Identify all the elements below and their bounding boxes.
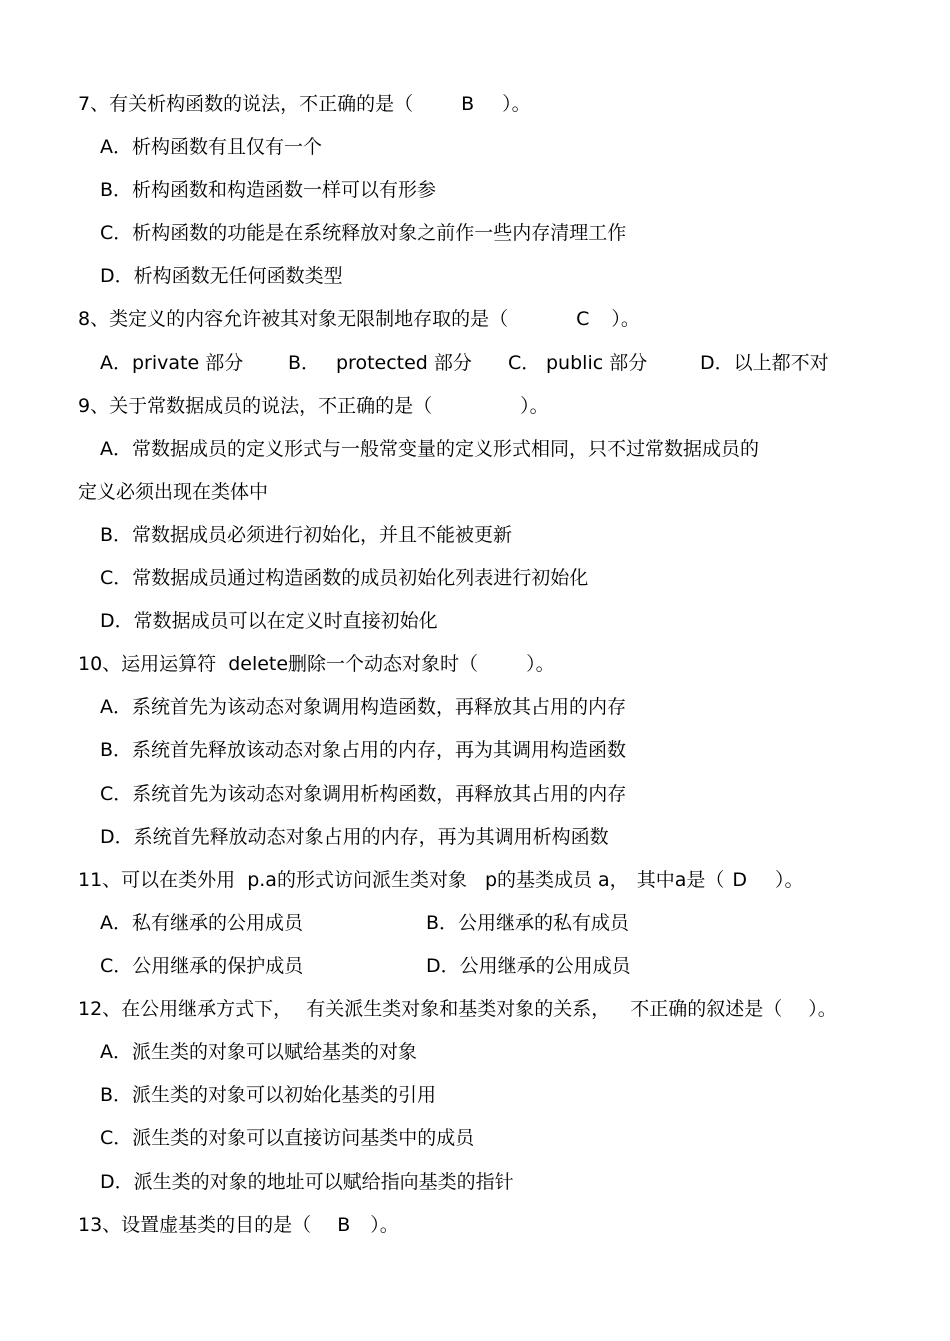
question-11-option-d: D．公用继承的公用成员 <box>426 955 631 977</box>
question-9-option-b: B．常数据成员必须进行初始化，并且不能被更新 <box>100 524 513 546</box>
question-8-stem: 8、类定义的内容允许被其对象无限制地存取的是（ C ）。 <box>78 308 640 330</box>
question-8-option-b-letter: B． <box>288 352 321 374</box>
question-11-option-a: A．私有继承的公用成员 <box>100 912 303 934</box>
question-7-option-b: B．析构函数和构造函数一样可以有形参 <box>100 179 437 201</box>
question-13-stem: 13、设置虚基类的目的是（ B ）。 <box>78 1214 399 1236</box>
question-13-answer: B <box>337 1214 351 1236</box>
question-10-option-b: B．系统首先释放该动态对象占用的内存，再为其调用构造函数 <box>100 739 627 761</box>
question-10-option-c: C．系统首先为该动态对象调用析构函数，再释放其占用的内存 <box>100 783 627 805</box>
question-12-option-a: A．派生类的对象可以赋给基类的对象 <box>100 1041 417 1063</box>
question-8-option-c-text: public 部分 <box>546 352 648 374</box>
question-11-option-b: B．公用继承的私有成员 <box>426 912 630 934</box>
question-7-stem: 7、有关析构函数的说法，不正确的是（ B ）。 <box>78 93 531 115</box>
question-10-option-a: A．系统首先为该动态对象调用构造函数，再释放其占用的内存 <box>100 696 626 718</box>
question-12-option-c: C．派生类的对象可以直接访问基类中的成员 <box>100 1127 475 1149</box>
question-9-option-c: C．常数据成员通过构造函数的成员初始化列表进行初始化 <box>100 567 589 589</box>
question-8-option-b-text: protected 部分 <box>336 352 472 374</box>
question-10-option-d: D．系统首先释放动态对象占用的内存，再为其调用析构函数 <box>100 826 609 848</box>
question-8-option-c-letter: C． <box>508 352 541 374</box>
question-8-option-a: A．private 部分 <box>100 352 244 374</box>
question-9-option-a-continued: 定义必须出现在类体中 <box>78 481 269 503</box>
question-11-stem: 11、可以在类外用 p.a的形式访问派生类对象 p的基类成员 a， 其中a是（ D ）。 <box>78 869 804 891</box>
question-12-option-d: D．派生类的对象的地址可以赋给指向基类的指针 <box>100 1171 514 1193</box>
question-9-option-a: A．常数据成员的定义形式与一般常变量的定义形式相同，只不过常数据成员的 <box>100 438 759 460</box>
question-7-option-c: C．析构函数的功能是在系统释放对象之前作一些内存清理工作 <box>100 222 627 244</box>
question-8-answer: C <box>576 308 590 330</box>
question-7-option-a: A．析构函数有且仅有一个 <box>100 136 322 158</box>
question-10-stem: 10、运用运算符 delete删除一个动态对象时（ ）。 <box>78 653 555 675</box>
question-12-stem: 12、在公用继承方式下， 有关派生类对象和基类对象的关系， 不正确的叙述是（ ）。 <box>78 998 837 1020</box>
question-7-option-d: D．析构函数无任何函数类型 <box>100 265 343 287</box>
question-7-answer: B <box>461 93 475 115</box>
question-9-stem: 9、关于常数据成员的说法，不正确的是（ ）。 <box>78 395 549 417</box>
question-11-option-c: C．公用继承的保护成员 <box>100 955 304 977</box>
question-9-option-d: D．常数据成员可以在定义时直接初始化 <box>100 610 438 632</box>
question-12-option-b: B．派生类的对象可以初始化基类的引用 <box>100 1084 437 1106</box>
question-11-answer: D <box>732 869 748 891</box>
question-8-option-d: D．以上都不对 <box>700 352 829 374</box>
